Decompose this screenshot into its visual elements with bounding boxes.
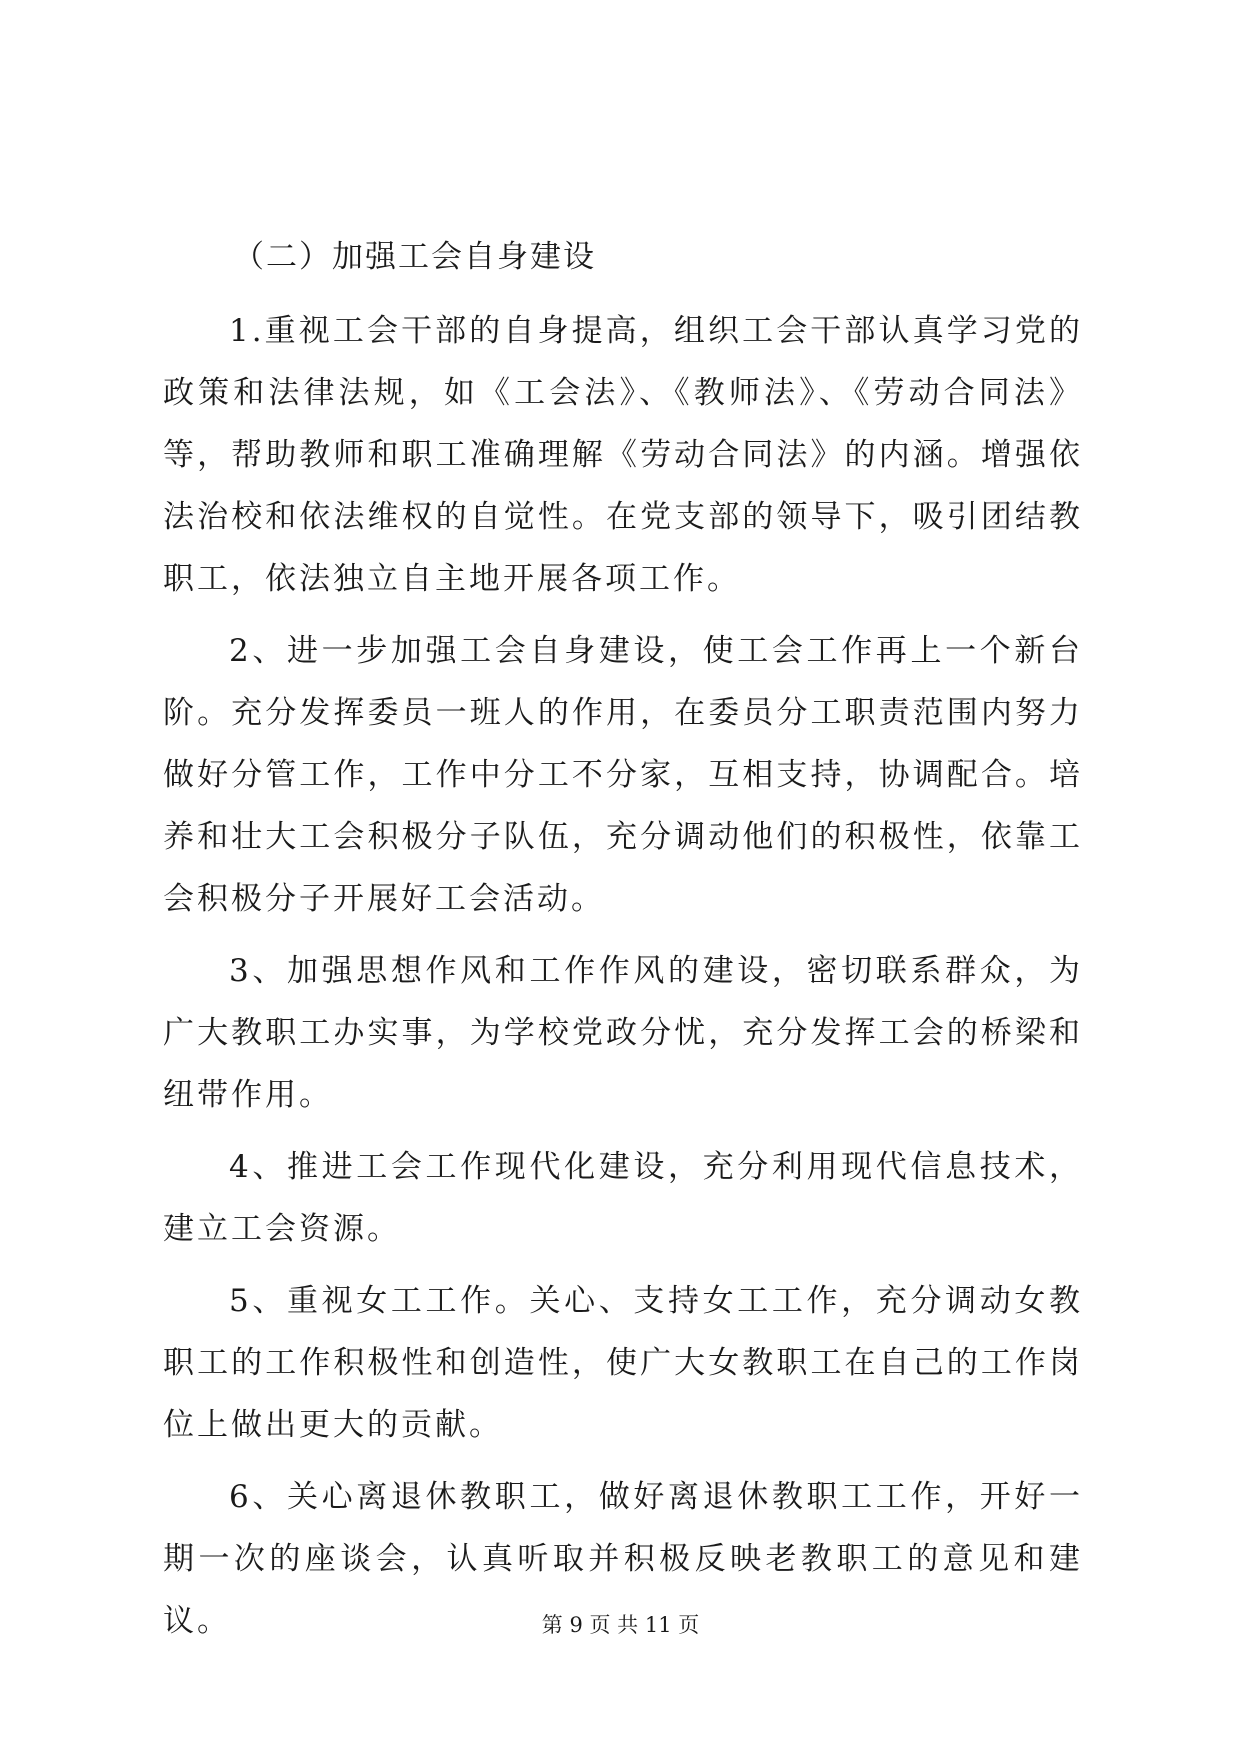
paragraph-6: 6、关心离退休教职工，做好离退休教职工工作，开好一期一次的座谈会，认真听取并积极反映老教职工的意见和建议。 (163, 1479, 1083, 1639)
page-footer: 第 9 页 共 11 页 (541, 1613, 700, 1637)
paragraph-2: 2、进一步加强工会自身建设，使工会工作再上一个新台阶。充分发挥委员一班人的作用，在委员分工职责范围内努力做好分管工作，工作中分工不分家，互相支持，协调配合。培养和壮大工会积极分子队伍，充分调动他们的积极性，依靠工会积极分子开展好工会活动。 (163, 633, 1083, 917)
document-body (163, 228, 1083, 1662)
paragraph-3: 3、加强思想作风和工作作风的建设，密切联系群众，为广大教职工办实事，为学校党政分忧，充分发挥工会的桥梁和纽带作用。 (163, 953, 1083, 1113)
paragraph-5: 5、重视女工工作。关心、支持女工工作，充分调动女教职工的工作积极性和创造性，使广大女教职工在自己的工作岗位上做出更大的贡献。 (163, 1283, 1083, 1443)
paragraph-4: 4、推进工会工作现代化建设，充分利用现代信息技术，建立工会资源。 (163, 1149, 1083, 1247)
section-heading: （二）加强工会自身建设 (233, 239, 596, 275)
paragraph-1: 1.重视工会干部的自身提高，组织工会干部认真学习党的政策和法律法规，如《工会法》、《教师法》、《劳动合同法》等，帮助教师和职工准确理解《劳动合同法》的内涵。增强依法治校和依法维权的自觉性。在党支部的领导下，吸引团结教职工，依法独立自主地开展各项工作。 (163, 313, 1083, 597)
